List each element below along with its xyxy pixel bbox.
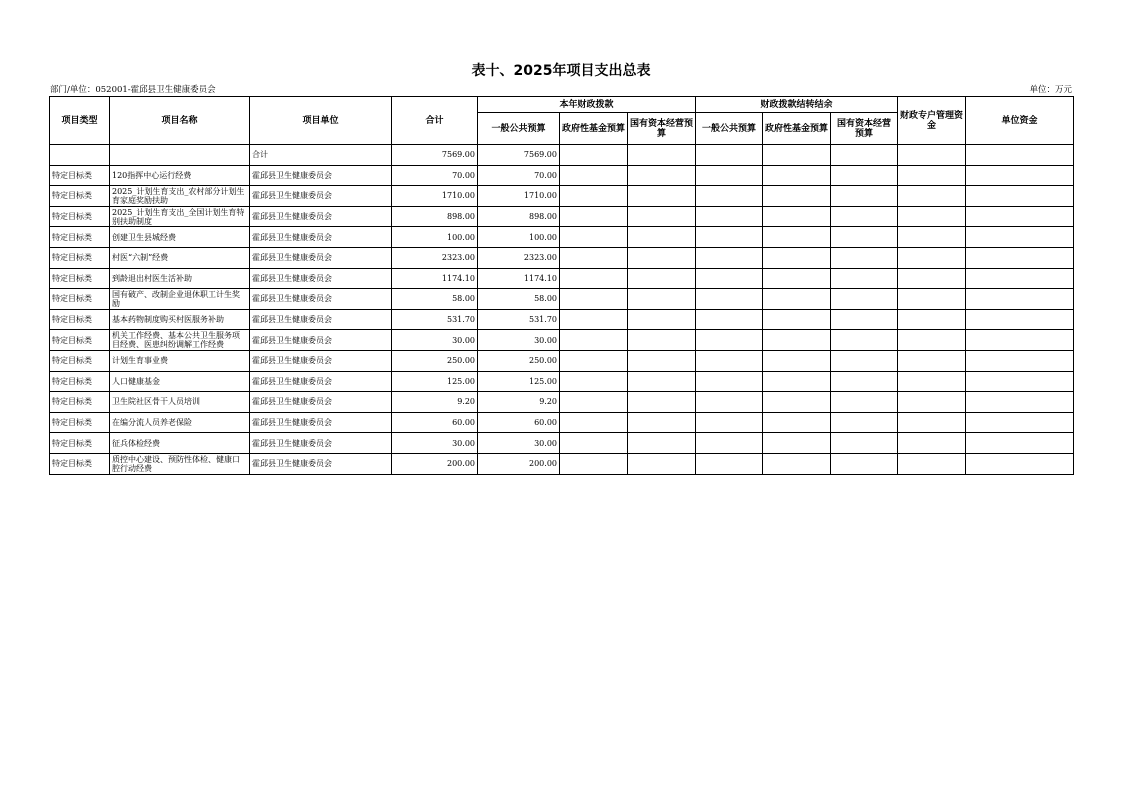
general-budget-cell: 125.00: [478, 371, 560, 392]
empty-cell: [898, 186, 966, 207]
empty-cell: [966, 350, 1074, 371]
header-project-name: 项目名称: [110, 97, 250, 145]
general-budget-cell: 250.00: [478, 350, 560, 371]
empty-cell: [696, 412, 763, 433]
table-row: [50, 392, 1074, 413]
project-type-cell: 特定目标类: [50, 289, 110, 310]
empty-cell: [763, 206, 831, 227]
unit-label: 单位：万元: [1029, 85, 1072, 95]
project-name-cell: 在编分流人员养老保险: [110, 412, 250, 433]
project-unit-cell: 霍邱县卫生健康委员会: [250, 206, 392, 227]
empty-cell: [898, 165, 966, 186]
empty-cell: [831, 206, 898, 227]
empty-cell: [763, 247, 831, 268]
total-cell: 898.00: [392, 206, 478, 227]
empty-cell: [831, 165, 898, 186]
empty-cell: [763, 412, 831, 433]
empty-cell: [763, 453, 831, 474]
general-budget-cell: 1710.00: [478, 186, 560, 207]
empty-cell: [763, 392, 831, 413]
empty-cell: [966, 227, 1074, 248]
empty-cell: [763, 268, 831, 289]
empty-cell: [560, 206, 628, 227]
header-special-account-funds: 财政专户管理资金: [898, 97, 966, 145]
total-cell: 1174.10: [392, 268, 478, 289]
total-cell: 100.00: [392, 227, 478, 248]
empty-cell: [628, 247, 696, 268]
empty-cell: [763, 145, 831, 166]
empty-cell: [831, 453, 898, 474]
empty-cell: [831, 186, 898, 207]
total-cell: 60.00: [392, 412, 478, 433]
project-unit-cell: 霍邱县卫生健康委员会: [250, 350, 392, 371]
empty-cell: [696, 145, 763, 166]
total-cell: 30.00: [392, 330, 478, 351]
empty-cell: [560, 309, 628, 330]
empty-cell: [560, 165, 628, 186]
empty-cell: [831, 350, 898, 371]
empty-cell: [966, 268, 1074, 289]
project-unit-cell: 霍邱县卫生健康委员会: [250, 268, 392, 289]
project-type-cell: 特定目标类: [50, 453, 110, 474]
empty-cell: [763, 186, 831, 207]
total-row-total: 7569.00: [392, 145, 478, 166]
page-title: 表十、2025年项目支出总表: [471, 63, 651, 79]
project-name-cell: 2025_计划生育支出_全国计划生育特别扶助制度: [110, 206, 250, 227]
table-row: [50, 350, 1074, 371]
project-name-cell: 机关工作经费、基本公共卫生服务项目经费、医患纠纷调解工作经费: [110, 330, 250, 351]
total-row: [50, 145, 1074, 166]
empty-cell: [696, 206, 763, 227]
project-type-cell: 特定目标类: [50, 247, 110, 268]
empty-cell: [898, 392, 966, 413]
project-name-cell: 2025_计划生育支出_农村部分计划生育家庭奖励扶助: [110, 186, 250, 207]
general-budget-cell: 60.00: [478, 412, 560, 433]
header-gov-fund-budget: 政府性基金预算: [560, 113, 628, 145]
empty-cell: [628, 412, 696, 433]
total-cell: 531.70: [392, 309, 478, 330]
empty-cell: [696, 268, 763, 289]
total-cell: 58.00: [392, 289, 478, 310]
project-unit-cell: 霍邱县卫生健康委员会: [250, 247, 392, 268]
project-type-cell: 特定目标类: [50, 330, 110, 351]
empty-cell: [696, 309, 763, 330]
project-unit-cell: 霍邱县卫生健康委员会: [250, 227, 392, 248]
table-row: [50, 309, 1074, 330]
general-budget-cell: 30.00: [478, 433, 560, 454]
project-type-cell: 特定目标类: [50, 371, 110, 392]
empty-cell: [831, 145, 898, 166]
general-budget-cell: 30.00: [478, 330, 560, 351]
empty-cell: [763, 433, 831, 454]
project-type-cell: 特定目标类: [50, 165, 110, 186]
empty-cell: [966, 247, 1074, 268]
empty-cell: [966, 330, 1074, 351]
empty-cell: [560, 433, 628, 454]
empty-cell: [628, 371, 696, 392]
total-row-name: [110, 145, 250, 166]
empty-cell: [898, 309, 966, 330]
project-type-cell: 特定目标类: [50, 350, 110, 371]
empty-cell: [898, 227, 966, 248]
empty-cell: [560, 227, 628, 248]
empty-cell: [628, 453, 696, 474]
project-type-cell: 特定目标类: [50, 186, 110, 207]
project-type-cell: 特定目标类: [50, 412, 110, 433]
empty-cell: [966, 392, 1074, 413]
project-type-cell: 特定目标类: [50, 227, 110, 248]
project-type-cell: 特定目标类: [50, 309, 110, 330]
total-cell: 30.00: [392, 433, 478, 454]
project-unit-cell: 霍邱县卫生健康委员会: [250, 412, 392, 433]
header-state-capital-budget: 国有资本经营预算: [628, 113, 696, 145]
project-type-cell: 特定目标类: [50, 392, 110, 413]
general-budget-cell: 2323.00: [478, 247, 560, 268]
project-name-cell: 国有破产、改制企业退休职工计生奖励: [110, 289, 250, 310]
project-unit-cell: 霍邱县卫生健康委员会: [250, 392, 392, 413]
table-row: [50, 289, 1074, 310]
empty-cell: [831, 247, 898, 268]
table-row: [50, 433, 1074, 454]
general-budget-cell: 100.00: [478, 227, 560, 248]
empty-cell: [763, 227, 831, 248]
empty-cell: [831, 309, 898, 330]
empty-cell: [763, 289, 831, 310]
project-unit-cell: 霍邱县卫生健康委员会: [250, 289, 392, 310]
empty-cell: [696, 289, 763, 310]
project-unit-cell: 霍邱县卫生健康委员会: [250, 165, 392, 186]
empty-cell: [628, 206, 696, 227]
header-carry-general-budget: 一般公共预算: [696, 113, 763, 145]
empty-cell: [763, 371, 831, 392]
empty-cell: [831, 227, 898, 248]
empty-cell: [898, 247, 966, 268]
total-cell: 70.00: [392, 165, 478, 186]
empty-cell: [966, 433, 1074, 454]
empty-cell: [628, 145, 696, 166]
empty-cell: [966, 453, 1074, 474]
empty-cell: [628, 227, 696, 248]
empty-cell: [628, 268, 696, 289]
table-row: [50, 371, 1074, 392]
empty-cell: [966, 309, 1074, 330]
empty-cell: [628, 289, 696, 310]
total-cell: 2323.00: [392, 247, 478, 268]
total-cell: 1710.00: [392, 186, 478, 207]
table-row: [50, 412, 1074, 433]
project-unit-cell: 霍邱县卫生健康委员会: [250, 453, 392, 474]
total-row-type: [50, 145, 110, 166]
empty-cell: [898, 453, 966, 474]
empty-cell: [696, 227, 763, 248]
general-budget-cell: 531.70: [478, 309, 560, 330]
empty-cell: [966, 371, 1074, 392]
header-general-budget: 一般公共预算: [478, 113, 560, 145]
total-row-label: 合计: [250, 145, 392, 166]
empty-cell: [560, 371, 628, 392]
empty-cell: [898, 289, 966, 310]
project-name-cell: 计划生育事业费: [110, 350, 250, 371]
empty-cell: [831, 289, 898, 310]
total-cell: 125.00: [392, 371, 478, 392]
empty-cell: [966, 412, 1074, 433]
empty-cell: [696, 453, 763, 474]
empty-cell: [696, 186, 763, 207]
header-carryover: 财政拨款结转结余: [696, 97, 898, 113]
header-project-type: 项目类型: [50, 97, 110, 145]
empty-cell: [898, 350, 966, 371]
header-total: 合计: [392, 97, 478, 145]
empty-cell: [560, 268, 628, 289]
project-type-cell: 特定目标类: [50, 206, 110, 227]
table-row: [50, 247, 1074, 268]
table-row: [50, 206, 1074, 227]
project-name-cell: 120指挥中心运行经费: [110, 165, 250, 186]
empty-cell: [560, 330, 628, 351]
empty-cell: [560, 412, 628, 433]
project-unit-cell: 霍邱县卫生健康委员会: [250, 433, 392, 454]
empty-cell: [560, 247, 628, 268]
empty-cell: [898, 371, 966, 392]
empty-cell: [966, 289, 1074, 310]
empty-cell: [696, 330, 763, 351]
project-unit-cell: 霍邱县卫生健康委员会: [250, 309, 392, 330]
empty-cell: [560, 350, 628, 371]
empty-cell: [831, 392, 898, 413]
header-unit-funds: 单位资金: [966, 97, 1074, 145]
project-name-cell: 村医“六制”经费: [110, 247, 250, 268]
general-budget-cell: 58.00: [478, 289, 560, 310]
project-name-cell: 征兵体检经费: [110, 433, 250, 454]
empty-cell: [628, 186, 696, 207]
project-name-cell: 质控中心建设、预防性体检、健康口腔行动经费: [110, 453, 250, 474]
empty-cell: [763, 165, 831, 186]
empty-cell: [560, 145, 628, 166]
empty-cell: [560, 392, 628, 413]
empty-cell: [898, 412, 966, 433]
empty-cell: [628, 350, 696, 371]
empty-cell: [763, 350, 831, 371]
general-budget-cell: 200.00: [478, 453, 560, 474]
project-name-cell: 卫生院社区骨干人员培训: [110, 392, 250, 413]
project-name-cell: 基本药物制度购买村医服务补助: [110, 309, 250, 330]
empty-cell: [560, 289, 628, 310]
table-row: [50, 227, 1074, 248]
header-current-year-appropriation: 本年财政拨款: [478, 97, 696, 113]
empty-cell: [966, 206, 1074, 227]
header-project-unit: 项目单位: [250, 97, 392, 145]
table-row: [50, 268, 1074, 289]
project-unit-cell: 霍邱县卫生健康委员会: [250, 186, 392, 207]
empty-cell: [560, 186, 628, 207]
project-name-cell: 到龄退出村医生活补助: [110, 268, 250, 289]
empty-cell: [696, 433, 763, 454]
general-budget-cell: 70.00: [478, 165, 560, 186]
general-budget-cell: 9.20: [478, 392, 560, 413]
empty-cell: [628, 330, 696, 351]
header-carry-state-capital-budget: 国有资本经营预算: [831, 113, 898, 145]
empty-cell: [696, 371, 763, 392]
empty-cell: [966, 165, 1074, 186]
empty-cell: [696, 350, 763, 371]
empty-cell: [898, 433, 966, 454]
empty-cell: [560, 453, 628, 474]
empty-cell: [898, 268, 966, 289]
project-unit-cell: 霍邱县卫生健康委员会: [250, 330, 392, 351]
table-row: [50, 165, 1074, 186]
project-unit-cell: 霍邱县卫生健康委员会: [250, 371, 392, 392]
table-row: [50, 453, 1074, 474]
empty-cell: [628, 433, 696, 454]
empty-cell: [628, 392, 696, 413]
project-type-cell: 特定目标类: [50, 433, 110, 454]
table-row: [50, 186, 1074, 207]
project-name-cell: 人口健康基金: [110, 371, 250, 392]
empty-cell: [898, 145, 966, 166]
table-row: [50, 330, 1074, 351]
empty-cell: [966, 145, 1074, 166]
general-budget-cell: 898.00: [478, 206, 560, 227]
empty-cell: [763, 330, 831, 351]
empty-cell: [763, 309, 831, 330]
empty-cell: [831, 371, 898, 392]
project-name-cell: 创建卫生县城经费: [110, 227, 250, 248]
empty-cell: [831, 433, 898, 454]
empty-cell: [831, 330, 898, 351]
empty-cell: [966, 186, 1074, 207]
empty-cell: [628, 309, 696, 330]
empty-cell: [696, 392, 763, 413]
empty-cell: [696, 165, 763, 186]
project-type-cell: 特定目标类: [50, 268, 110, 289]
header-carry-gov-fund-budget: 政府性基金预算: [763, 113, 831, 145]
total-row-general-budget: 7569.00: [478, 145, 560, 166]
empty-cell: [898, 330, 966, 351]
empty-cell: [628, 165, 696, 186]
department-label: 部门/单位：052001-霍邱县卫生健康委员会: [50, 85, 216, 95]
empty-cell: [831, 268, 898, 289]
project-expenditure-table: [49, 96, 1074, 475]
total-cell: 9.20: [392, 392, 478, 413]
total-cell: 250.00: [392, 350, 478, 371]
total-cell: 200.00: [392, 453, 478, 474]
general-budget-cell: 1174.10: [478, 268, 560, 289]
empty-cell: [898, 206, 966, 227]
empty-cell: [831, 412, 898, 433]
empty-cell: [696, 247, 763, 268]
